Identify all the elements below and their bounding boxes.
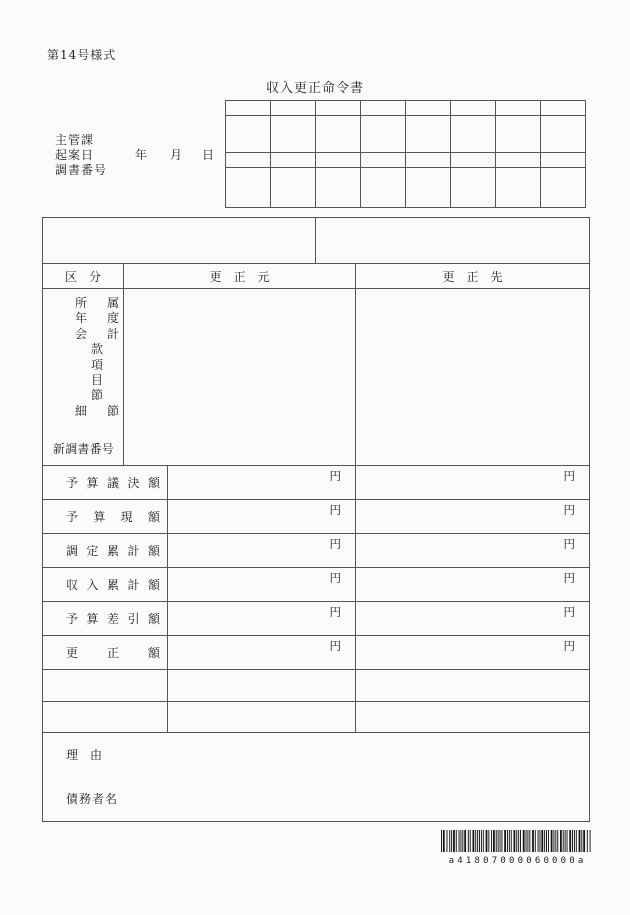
stamp-grid-cell: [226, 116, 270, 152]
amount-value-cell: [356, 636, 589, 669]
amount-value-cell: [168, 500, 356, 533]
classification-label: 節: [90, 388, 103, 403]
reason-box: [43, 733, 589, 821]
amount-row: [43, 500, 589, 534]
stamp-grid-cell: [361, 101, 405, 115]
form-title: 収入更正命令書: [265, 81, 364, 96]
stamp-grid-cell: [316, 116, 360, 152]
stamp-grid-cell: [541, 101, 585, 115]
stamp-grid-cell: [496, 116, 540, 152]
empty-row: [43, 702, 589, 733]
main-table: [42, 217, 590, 822]
yen-unit: 円: [563, 469, 575, 483]
amount-label: 予 算 差 引 額: [66, 612, 160, 626]
yen-unit: 円: [563, 537, 575, 551]
classification-label: 所 属: [75, 296, 119, 310]
day-label: 日: [202, 148, 215, 162]
notes-row: [43, 218, 589, 264]
stamp-grid-cell: [406, 153, 450, 167]
amount-value-cell: [356, 466, 589, 499]
notes-box-right: [316, 218, 589, 263]
stamp-grid-cell: [271, 168, 315, 207]
stamp-grid-cell: [316, 101, 360, 115]
classification-source-cell: [124, 289, 356, 465]
amount-label-cell: [43, 500, 168, 533]
amount-value-cell: [356, 534, 589, 567]
barcode-bars: [441, 830, 591, 856]
reason-row: [43, 733, 589, 821]
stamp-grid-cell: [541, 153, 585, 167]
stamp-grid-cell: [316, 153, 360, 167]
stamp-grid-cell: [451, 153, 495, 167]
amount-row: [43, 568, 589, 602]
stamp-grid-cell: [271, 153, 315, 167]
stamp-grid-cell: [496, 153, 540, 167]
empty-dest-cell: [356, 670, 589, 701]
approval-stamp-grid: [225, 100, 586, 208]
amount-label: 予 算 現 額: [66, 510, 160, 524]
yen-unit: 円: [329, 571, 341, 585]
new-record-number-label: 新調書番号: [53, 442, 115, 456]
debtor-name-label: 債務者名: [66, 792, 119, 806]
stamp-grid-cell: [451, 168, 495, 207]
notes-box-left: [43, 218, 316, 263]
category-header-cell: 区 分: [43, 264, 124, 288]
empty-source-cell: [168, 702, 356, 732]
amount-value-cell: [356, 500, 589, 533]
yen-unit: 円: [563, 503, 575, 517]
record-number-label: 調書番号: [55, 163, 108, 177]
amount-value-cell: [168, 602, 356, 635]
yen-unit: 円: [329, 503, 341, 517]
classification-label: 款: [90, 342, 103, 357]
stamp-grid-cell: [496, 101, 540, 115]
classification-label: 細 節: [75, 403, 119, 418]
reason-label: 理 由: [66, 748, 103, 762]
classification-label: 年 度: [75, 311, 119, 326]
amount-value-cell: [356, 568, 589, 601]
month-label: 月: [170, 148, 183, 162]
amount-row: [43, 466, 589, 500]
yen-unit: 円: [563, 639, 575, 653]
amount-label: 調 定 累 計 額: [66, 544, 160, 558]
column-header-row: [43, 264, 589, 289]
stamp-grid-cell: [271, 101, 315, 115]
stamp-grid-cell: [361, 116, 405, 152]
amount-label-cell: [43, 636, 168, 669]
amount-value-cell: [168, 534, 356, 567]
empty-dest-cell: [356, 702, 589, 732]
yen-unit: 円: [563, 571, 575, 585]
year-label: 年: [135, 148, 148, 162]
barcode: [441, 830, 591, 866]
amount-value-cell: [168, 466, 356, 499]
empty-row: [43, 670, 589, 702]
amount-label-cell: [43, 602, 168, 635]
barcode-text: a41807000060000a: [448, 856, 587, 866]
amount-value-cell: [168, 636, 356, 669]
classification-label: 項: [90, 357, 103, 372]
stamp-grid-cell: [361, 153, 405, 167]
amount-label: 予 算 議 決 額: [66, 476, 160, 490]
classification-row: [43, 289, 589, 466]
stamp-grid-cell: [451, 116, 495, 152]
yen-unit: 円: [329, 639, 341, 653]
stamp-grid-cell: [406, 168, 450, 207]
amount-label-cell: [43, 568, 168, 601]
supervising-section-label: 主管課: [55, 133, 95, 147]
stamp-grid-cell: [226, 168, 270, 207]
classification-label: 目: [90, 372, 103, 387]
stamp-grid-cell: [361, 168, 405, 207]
stamp-grid-cell: [406, 116, 450, 152]
amount-label: 更 正 額: [66, 646, 160, 660]
stamp-grid-cell: [541, 168, 585, 207]
barcode-svg: [441, 830, 591, 852]
yen-unit: 円: [329, 469, 341, 483]
amount-row: [43, 636, 589, 670]
stamp-grid-cell: [271, 116, 315, 152]
classification-dest-cell: [356, 289, 589, 465]
amount-value-cell: [168, 568, 356, 601]
stamp-grid-cell: [226, 153, 270, 167]
empty-label-cell: [43, 702, 168, 732]
amount-value-cell: [356, 602, 589, 635]
amount-label: 収 入 累 計 額: [66, 578, 160, 592]
draft-date-label: 起案日: [55, 148, 95, 162]
stamp-grid-cell: [226, 101, 270, 115]
yen-unit: 円: [329, 537, 341, 551]
stamp-grid-cell: [406, 101, 450, 115]
amount-row: [43, 602, 589, 636]
empty-source-cell: [168, 670, 356, 701]
amount-row: [43, 534, 589, 568]
form-number-label: 第14号様式: [47, 48, 117, 62]
amount-label-cell: [43, 466, 168, 499]
dest-header-cell: 更 正 先: [442, 269, 503, 284]
stamp-grid-cell: [316, 168, 360, 207]
empty-label-cell: [43, 670, 168, 701]
yen-unit: 円: [563, 605, 575, 619]
classification-stack: [43, 289, 124, 465]
stamp-grid-cell: [451, 101, 495, 115]
amount-label-cell: [43, 534, 168, 567]
source-header-cell: 更 正 元: [124, 264, 356, 288]
yen-unit: 円: [329, 605, 341, 619]
stamp-grid-cell: [496, 168, 540, 207]
classification-label: 会 計: [75, 326, 119, 341]
stamp-grid-cell: [541, 116, 585, 152]
